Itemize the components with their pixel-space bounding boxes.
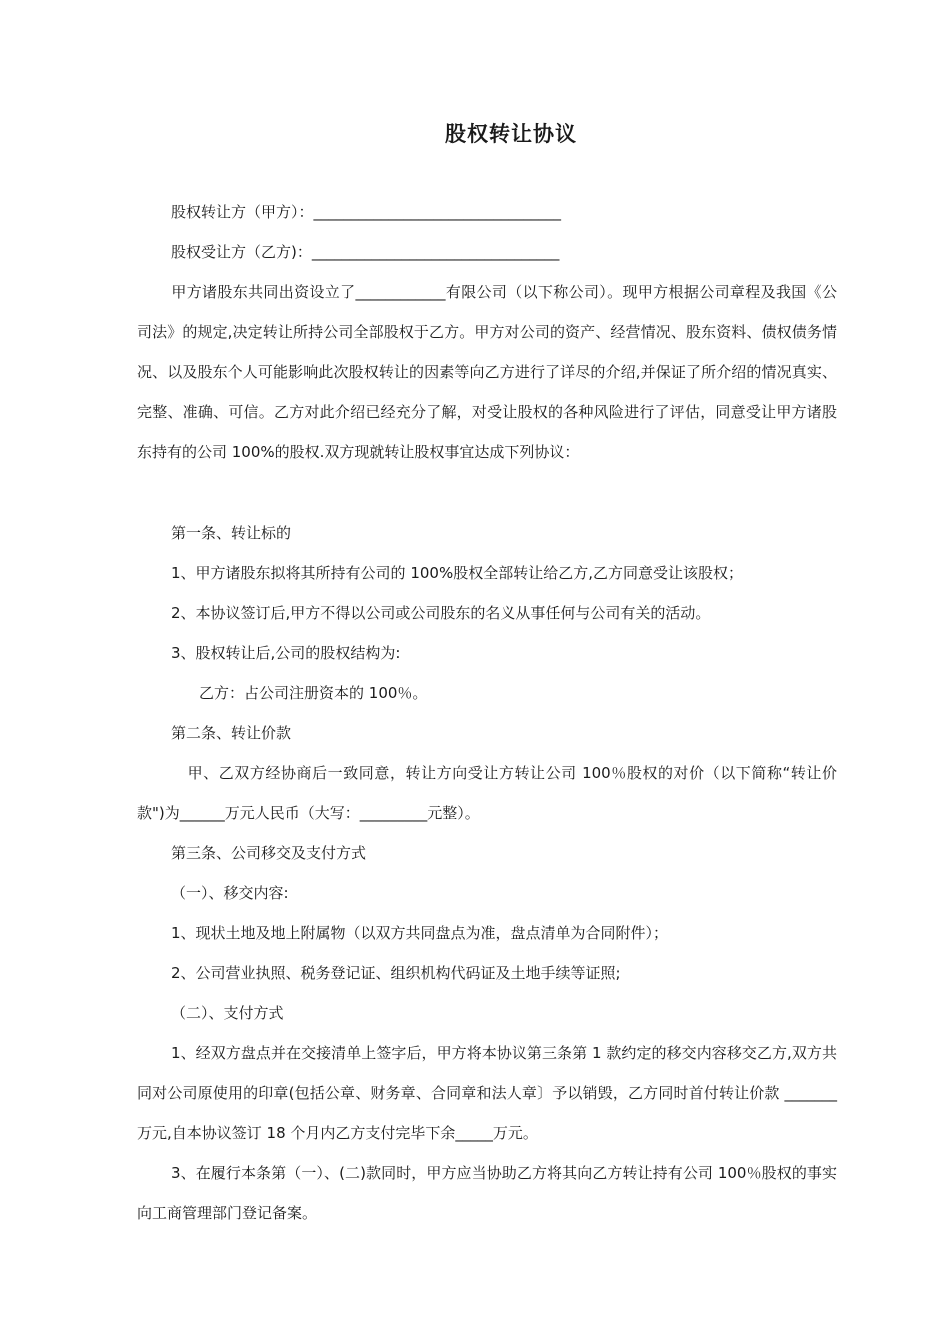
preamble-text: 甲方诸股东共同出资设立了____________有限公司（以下称公司）。现甲方根据公司章程及我国《公司法》的规定,决定转让所持公司全部股权于乙方。甲方对公司的资产、经营情况、股东资料、债权债务情况、以及股东个人可能影响此次股权转让的因素等向乙方进行了详尽的介绍,并保证了所介绍的情况真实、完整、准确、可信。乙方对此介绍已经充分了解，对受让股权的各种风险进行了评估，同意受让甲方诸股东持有的公司 100%的股权.双方现就转让股权事宜达成下列协议： xyxy=(137,283,837,461)
article3-sub2-item1-paragraph xyxy=(137,1033,837,1153)
article3-sub1-heading: （一）、移交内容: xyxy=(171,884,289,902)
article1-heading: 第一条、转让标的 xyxy=(171,524,292,542)
article3-sub2-heading: （二）、支付方式 xyxy=(171,1004,284,1022)
transferee-line: 股权受让方（乙方)：_________________________________ xyxy=(171,243,560,261)
article2-text: 甲、乙双方经协商后一致同意，转让方向受让方转让公司 100％股权的对价（以下简称“转让价款")为______万元人民币（大写：_________元整）。 xyxy=(137,764,837,822)
article1-structure: 乙方：占公司注册资本的 100％。 xyxy=(199,684,428,702)
article3-sub2-item3: 3、在履行本条第（一）、(二)款同时，甲方应当协助乙方将其向乙方转让持有公司 100％股权的事实向工商管理部门登记备案。 xyxy=(137,1164,837,1222)
article3-sub1-item1: 1、现状土地及地上附属物（以双方共同盘点为准，盘点清单为合同附件）； xyxy=(171,924,669,942)
transferor-line: 股权转让方（甲方）：_________________________________ xyxy=(171,203,562,221)
article3-sub1-item2: 2、公司营业执照、税务登记证、组织机构代码证及土地手续等证照; xyxy=(171,964,621,982)
article2-paragraph xyxy=(137,753,837,833)
article1-item1: 1、甲方诸股东拟将其所持有公司的 100%股权全部转让给乙方,乙方同意受让该股权； xyxy=(171,564,743,582)
document-title: 股权转让协议 xyxy=(445,122,577,146)
article2-heading: 第二条、转让价款 xyxy=(171,724,292,742)
preamble-paragraph xyxy=(137,272,837,472)
article3-heading: 第三条、公司移交及支付方式 xyxy=(171,844,367,862)
article3-sub2-item3-paragraph xyxy=(137,1153,837,1233)
article3-sub2-item1: 1、经双方盘点并在交接清单上签字后，甲方将本协议第三条第 1 款约定的移交内容移交乙方,双方共同对公司原使用的印章(包括公章、财务章、合同章和法人章〕予以销毁，乙方同时首付转让价款 _______万元,自本协议签订 18 个月内乙方支付完毕下余_____万元。 xyxy=(137,1044,837,1142)
article1-item3: 3、股权转让后,公司的股权结构为: xyxy=(171,644,401,662)
article1-item2: 2、本协议签订后,甲方不得以公司或公司股东的名义从事任何与公司有关的活动。 xyxy=(171,604,711,622)
